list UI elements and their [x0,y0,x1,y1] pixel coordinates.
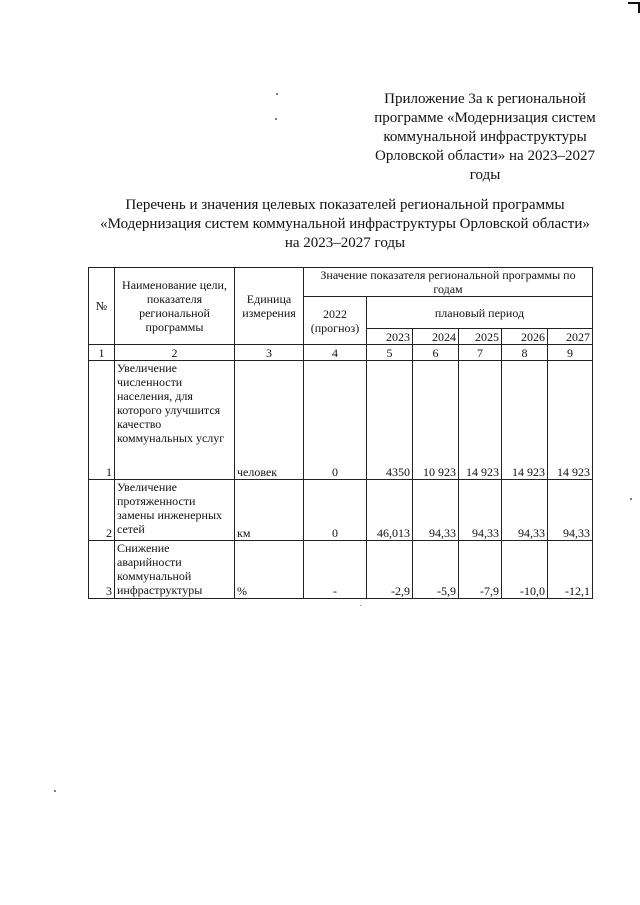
appendix-note [355,90,615,185]
table-row [89,480,593,541]
row-value: -2,9 [367,541,413,599]
scan-speck [276,93,278,95]
table-row [89,361,593,480]
column-number: 8 [502,345,548,361]
appendix-line: годы [469,167,501,183]
header-year: 2024 [413,329,459,345]
header-base-year: 2022 (прогноз) [304,297,367,345]
row-base-value: 0 [304,480,367,541]
column-number: 4 [304,345,367,361]
table-row [89,541,593,599]
title-line: «Модернизация систем коммунальной инфраструктуры Орловской области» [100,216,590,232]
row-value: -10,0 [502,541,548,599]
row-value: -5,9 [413,541,459,599]
title-line: на 2023–2027 годы [284,235,406,251]
row-indicator-name: Снижение аварийности коммунальной инфраструктуры [115,541,235,599]
row-unit: человек [235,361,304,480]
row-value: 14 923 [548,361,593,480]
row-unit: км [235,480,304,541]
header-row [89,268,593,297]
row-value: 14 923 [502,361,548,480]
scan-speck [275,118,277,120]
row-value: 14 923 [459,361,502,480]
column-number: 2 [115,345,235,361]
header-year: 2027 [548,329,593,345]
header-planned-period: плановый период [367,297,593,329]
header-year: 2026 [502,329,548,345]
scan-speck [360,605,361,606]
header-num: № [89,268,115,345]
row-value: 94,33 [413,480,459,541]
row-value: -12,1 [548,541,593,599]
header-name: Наименование цели, показателя региональной программы [115,268,235,345]
row-value: 4350 [367,361,413,480]
column-number: 5 [367,345,413,361]
column-number: 7 [459,345,502,361]
column-number: 1 [89,345,115,361]
scan-speck [630,498,632,500]
appendix-line: коммунальной инфраструктуры [383,129,587,145]
row-num: 2 [89,480,115,541]
indicators-table [88,267,593,599]
header-year: 2023 [367,329,413,345]
scan-speck [54,790,56,792]
appendix-line: программе «Модернизация систем [374,110,596,126]
row-value: -7,9 [459,541,502,599]
row-num: 3 [89,541,115,599]
row-value: 46,013 [367,480,413,541]
appendix-line: Приложение 3а к региональной [384,91,586,107]
row-value: 10 923 [413,361,459,480]
document-title [80,196,610,253]
row-value: 94,33 [548,480,593,541]
header-unit: Единица измерения [235,268,304,345]
header-year: 2025 [459,329,502,345]
appendix-line: Орловской области» на 2023–2027 [375,148,595,164]
row-base-value: 0 [304,361,367,480]
row-value: 94,33 [459,480,502,541]
column-number-row [89,345,593,361]
row-indicator-name: Увеличение численности населения, для которого улучшится качество коммунальных услуг [115,361,235,480]
header-value-group: Значение показателя региональной программы по годам [304,268,593,297]
row-num: 1 [89,361,115,480]
row-base-value: - [304,541,367,599]
row-value: 94,33 [502,480,548,541]
row-indicator-name: Увеличение протяженности замены инженерных сетей [115,480,235,541]
column-number: 6 [413,345,459,361]
title-line: Перечень и значения целевых показателей региональной программы [125,197,565,213]
corner-mark [626,0,640,14]
row-unit: % [235,541,304,599]
column-number: 3 [235,345,304,361]
column-number: 9 [548,345,593,361]
